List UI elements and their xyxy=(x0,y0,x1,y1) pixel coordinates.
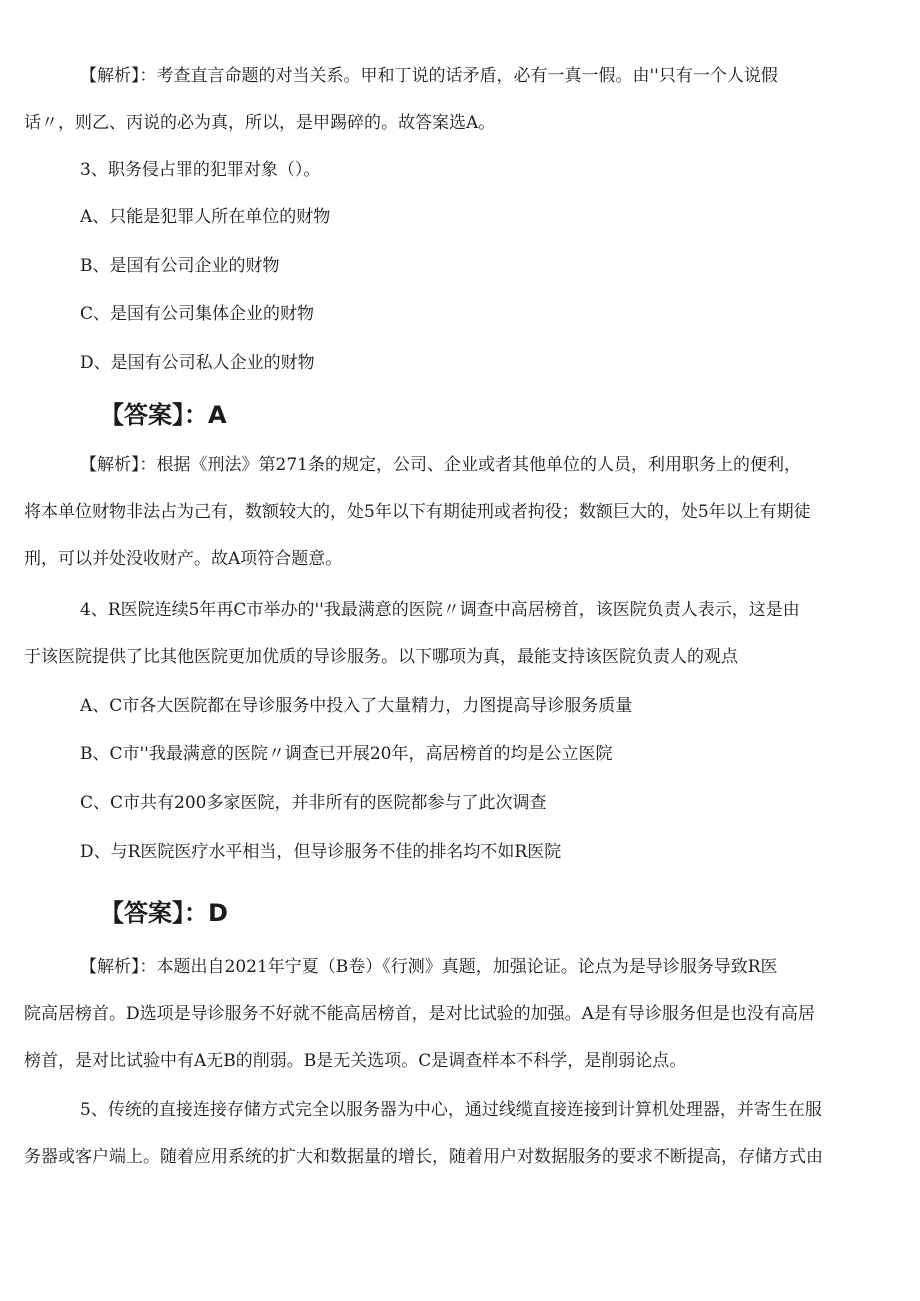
analysis-text-line: 话〃，则乙、丙说的必为真，所以，是甲踢碎的。故答案选A。 xyxy=(24,113,496,133)
answer-label: 【答案】：D xyxy=(100,899,228,927)
analysis-text-line: 【解析】：根据《刑法》第271条的规定，公司、企业或者其他单位的人员，利用职务上的便利， xyxy=(80,455,801,475)
analysis-text-line: 【解析】：本题出自2021年宁夏（B卷）《行测》真题，加强论证。论点为是导诊服务导致R医 xyxy=(80,957,778,977)
option-b: B、C市''我最满意的医院〃调查已开展20年，高居榜首的均是公立医院 xyxy=(80,744,613,764)
option-a: A、只能是犯罪人所在单位的财物 xyxy=(80,207,331,227)
question-stem: 务器或客户端上。随着应用系统的扩大和数据量的增长，随着用户对数据服务的要求不断提高，存储方式由 xyxy=(24,1147,823,1167)
analysis-text-line: 【解析】：考查直言命题的对当关系。甲和丁说的话矛盾，必有一真一假。由''只有一个人说假 xyxy=(80,66,778,86)
option-d: D、与R医院医疗水平相当，但导诊服务不佳的排名均不如R医院 xyxy=(80,842,562,862)
analysis-text-line: 将本单位财物非法占为己有，数额较大的，处5年以下有期徒刑或者拘役；数额巨大的，处5年以上有期徒 xyxy=(24,502,811,522)
option-a: A、C市各大医院都在导诊服务中投入了大量精力，力图提高导诊服务质量 xyxy=(80,696,633,716)
option-c: C、是国有公司集体企业的财物 xyxy=(80,304,315,324)
answer-label: 【答案】：A xyxy=(100,401,227,429)
question-stem: 于该医院提供了比其他医院更加优质的导诊服务。以下哪项为真，最能支持该医院负责人的观点 xyxy=(24,647,738,667)
analysis-text-line: 刑，可以并处没收财产。故A项符合题意。 xyxy=(24,549,343,569)
option-c: C、C市共有200多家医院，并非所有的医院都参与了此次调查 xyxy=(80,793,547,813)
option-d: D、是国有公司私人企业的财物 xyxy=(80,353,315,373)
question-stem: 5、传统的直接连接存储方式完全以服务器为中心，通过线缆直接连接到计算机处理器，并寄生在服 xyxy=(80,1100,822,1120)
question-stem: 3、职务侵占罪的犯罪对象（）。 xyxy=(80,160,321,180)
option-b: B、是国有公司企业的财物 xyxy=(80,256,280,276)
analysis-text-line: 院高居榜首。D选项是导诊服务不好就不能高居榜首，是对比试验的加强。A是有导诊服务但是也没有高居 xyxy=(24,1004,815,1024)
analysis-text-line: 榜首，是对比试验中有A无B的削弱。B是无关选项。C是调查样本不科学，是削弱论点。 xyxy=(24,1051,687,1071)
question-stem: 4、R医院连续5年再C市举办的''我最满意的医院〃调查中高居榜首，该医院负责人表示，这是由 xyxy=(80,600,800,620)
